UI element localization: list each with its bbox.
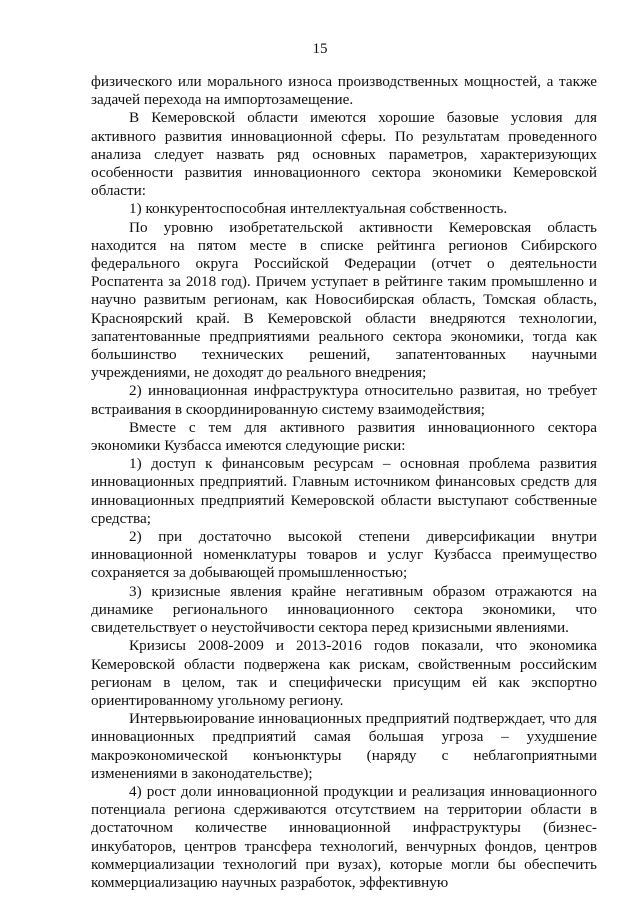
paragraph-4: По уровню изобретательской активности Кемеровская область находится на пятом месте в списке рейтинга регионов Сибирского федерального округа Российской Федерации (отчет о деятельности Роспатента за 2018 год). Причем уступает в рейтинге таким промышленно и научно развитым регионам, как Новосибирская область, Томская область, Красноярский край. В Кемеровской области внедряются технологии, запатентованные предприятиями реального сектора экономики, тогда как большинство технических решений, запатентованных научными учреждениями, не доходят до реального внедрения; xyxy=(91,218,597,382)
paragraph-5: 2) инновационная инфраструктура относительно развитая, но требует встраивания в скоординированную систему взаимодействия; xyxy=(91,382,597,418)
paragraph-3: 1) конкурентоспособная интеллектуальная собственность. xyxy=(129,200,508,218)
paragraph-6: Вместе с тем для активного развития инновационного сектора экономики Кузбасса имеются следующие риски: xyxy=(91,418,597,455)
paragraph-12: 4) рост доли инновационной продукции и реализация инновационного потенциала региона сдерживаются отсутствием на территории области в достаточном количестве инновационной инфраструктуры (бизнес-инкубаторов, центров трансфера технологий, венчурных фондов, центров коммерциализации технологий при вузах), которые могли бы обеспечить коммерциализацию научных разработок, эффективную xyxy=(91,782,597,891)
paragraph-1: физического или морального износа производственных мощностей, а также задачей перехода на импортозамещение. xyxy=(91,73,597,109)
paragraph-2: В Кемеровской области имеются хорошие базовые условия для активного развития инновационной сферы. По результатам проведенного анализа следует назвать ряд основных параметров, характеризующих особенности развития инновационного сектора экономики Кемеровской области: xyxy=(91,109,597,200)
paragraph-7: 1) доступ к финансовым ресурсам – основная проблема развития инновационных предприятий. Главным источником финансовых средств для инновационных предприятий Кемеровской области выступают собственные средства; xyxy=(91,455,597,527)
paragraph-11: Интервьюирование инновационных предприятий подтверждает, что для инновационных предприятий самая большая угроза – ухудшение макроэкономической конъюнктуры (наряду с неблагоприятными изменениями в законодательстве); xyxy=(91,710,597,782)
paragraph-9: 3) кризисные явления крайне негативным образом отражаются на динамике регионального инновационного сектора экономики, что свидетельствует о неустойчивости сектора перед кризисными явлениями. xyxy=(91,582,597,637)
paragraph-8: 2) при достаточно высокой степени диверсификации внутри инновационной номенклатуры товаров и услуг Кузбасса преимущество сохраняется за добывающей промышленностью; xyxy=(91,528,597,582)
page-body xyxy=(91,73,597,892)
page-number: 15 xyxy=(312,41,328,57)
paragraph-10: Кризисы 2008-2009 и 2013-2016 годов показали, что экономика Кемеровской области подвержена как рискам, свойственным российским регионам в целом, так и специфически присущим ей как экспортно ориентированному угольному региону. xyxy=(91,637,597,709)
